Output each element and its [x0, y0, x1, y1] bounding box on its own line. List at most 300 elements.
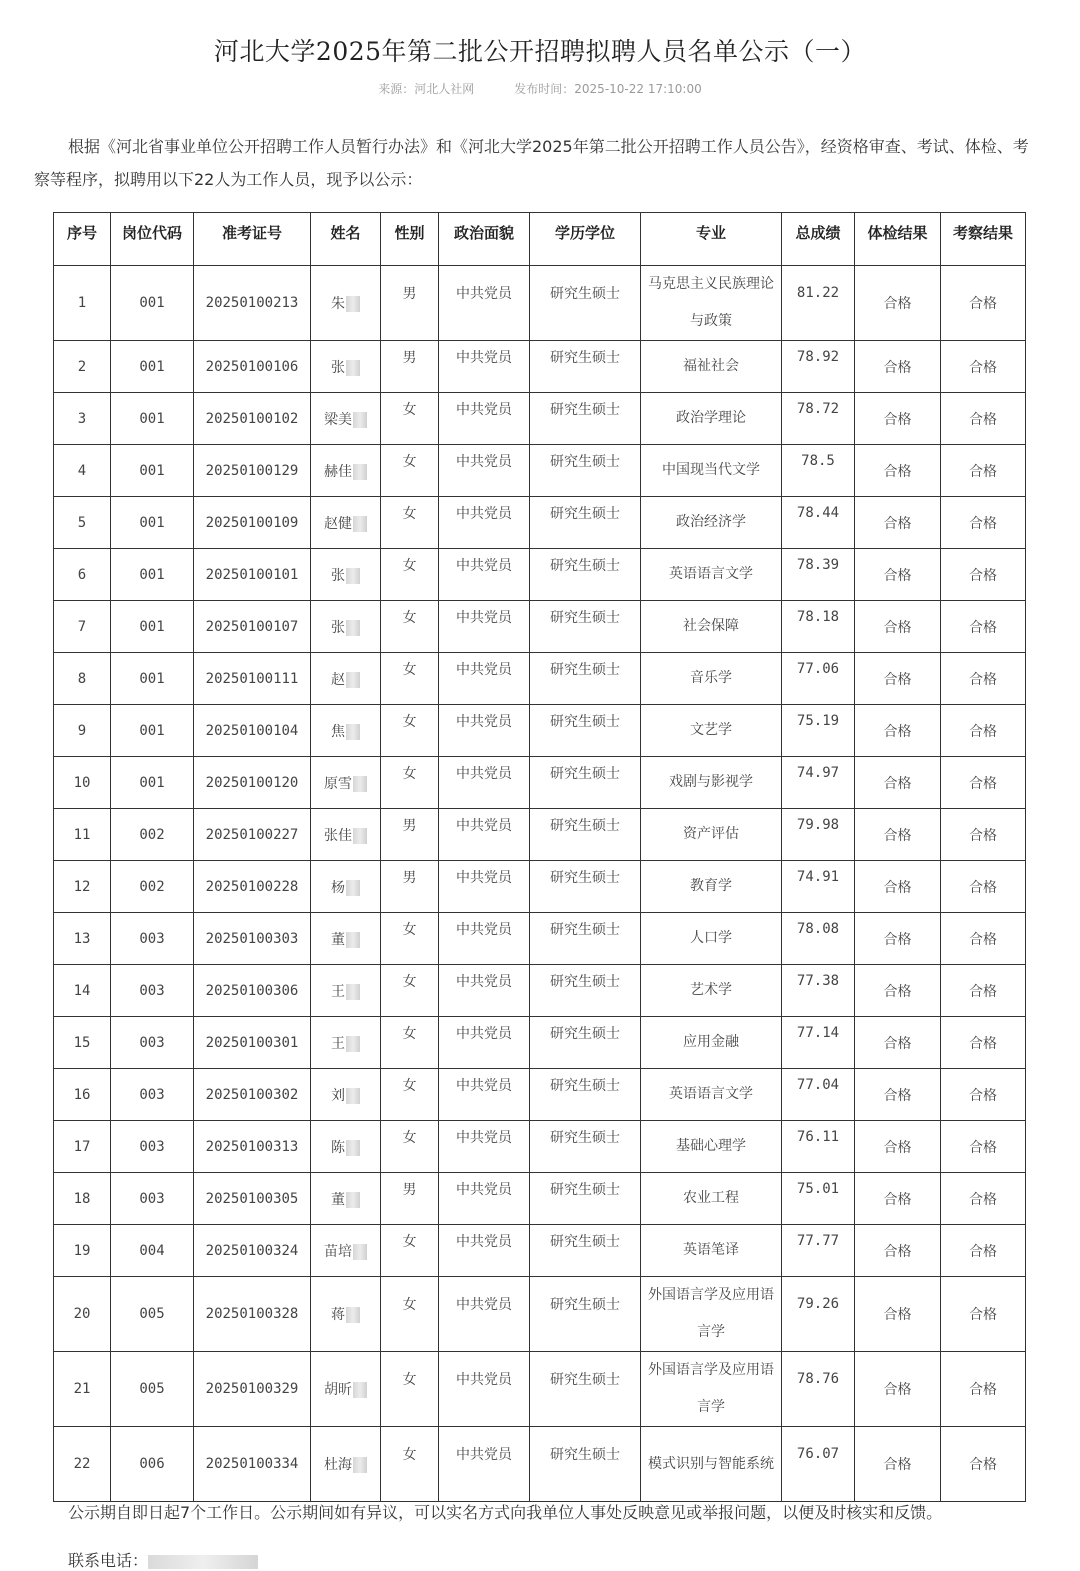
major-cell: [641, 1017, 782, 1069]
major: 人口学: [690, 930, 732, 946]
total-score-cell: [782, 757, 855, 809]
review-result: 合格: [969, 567, 997, 584]
publish-time: 发布时间：2025-10-22 17:10:00: [514, 82, 702, 96]
redacted-name-part: [353, 412, 367, 428]
major: 英语笔译: [683, 1242, 739, 1258]
degree-cell: [530, 1352, 641, 1427]
column-header: 性别: [381, 213, 439, 266]
review-result: 合格: [969, 983, 997, 1000]
row-number: 12: [73, 878, 91, 895]
total-score-cell: [782, 601, 855, 653]
ticket-number: 20250100107: [205, 618, 299, 635]
medical-result: 合格: [883, 1382, 912, 1398]
political-status-cell: [439, 1121, 530, 1173]
row-number-cell: [54, 497, 111, 549]
political-status: 中共党员: [456, 1129, 512, 1146]
total-score-cell: [782, 1352, 855, 1427]
person-name: 董: [331, 931, 345, 948]
person-name-cell: [311, 497, 381, 549]
major: 音乐学: [690, 670, 732, 686]
political-status-cell: [439, 549, 530, 601]
ticket-number: 20250100324: [205, 1242, 299, 1259]
table-row: [54, 549, 1026, 601]
gender: 女: [402, 1372, 417, 1388]
person-name-cell: [311, 653, 381, 705]
redacted-phone: [148, 1555, 258, 1569]
row-number-cell: [54, 341, 111, 393]
post-code-cell: [111, 1225, 194, 1277]
total-score-cell: [782, 965, 855, 1017]
post-code-cell: [111, 549, 194, 601]
degree-cell: [530, 705, 641, 757]
gender-cell: [381, 913, 439, 965]
review-result-cell: [941, 1121, 1026, 1173]
post-code: 001: [139, 358, 165, 375]
ticket-number-cell: [194, 705, 311, 757]
review-result: 合格: [969, 723, 997, 740]
table-row: [54, 653, 1026, 705]
total-score-cell: [782, 861, 855, 913]
ticket-number-cell: [194, 341, 311, 393]
gender-cell: [381, 965, 439, 1017]
table-row: [54, 1121, 1026, 1173]
person-name: 赵: [331, 671, 345, 688]
gender: 男: [402, 286, 417, 302]
medical-result-cell: [855, 757, 941, 809]
person-name: 赫佳: [324, 463, 352, 480]
political-status-cell: [439, 393, 530, 445]
medical-result-cell: [855, 1352, 941, 1427]
person-name: 苗培: [324, 1243, 352, 1260]
medical-result-cell: [855, 861, 941, 913]
table-row: [54, 913, 1026, 965]
medical-result-cell: [855, 965, 941, 1017]
degree: 研究生硕士: [550, 1233, 620, 1250]
ticket-number-cell: [194, 393, 311, 445]
ticket-number: 20250100111: [205, 670, 299, 687]
major: 政治学理论: [676, 410, 746, 426]
political-status: 中共党员: [456, 453, 512, 470]
medical-result-cell: [855, 705, 941, 757]
gender-cell: [381, 393, 439, 445]
person-name: 张: [331, 359, 345, 376]
total-score: 78.5: [801, 452, 835, 469]
medical-result-cell: [855, 809, 941, 861]
table-row: [54, 1352, 1026, 1427]
row-number-cell: [54, 913, 111, 965]
review-result-cell: [941, 653, 1026, 705]
degree-cell: [530, 653, 641, 705]
post-code: 001: [139, 410, 165, 427]
table-row: [54, 965, 1026, 1017]
row-number: 14: [73, 982, 91, 999]
ticket-number: 20250100101: [205, 566, 299, 583]
political-status-cell: [439, 809, 530, 861]
ticket-number: 20250100106: [205, 358, 299, 375]
political-status-cell: [439, 1225, 530, 1277]
redacted-name-part: [346, 672, 360, 688]
person-name-cell: [311, 809, 381, 861]
person-name: 蒋: [331, 1307, 345, 1323]
degree: 研究生硕士: [550, 557, 620, 574]
review-result: 合格: [969, 827, 997, 844]
person-name-cell: [311, 393, 381, 445]
person-name-cell: [311, 965, 381, 1017]
row-number-cell: [54, 965, 111, 1017]
political-status: 中共党员: [456, 1447, 512, 1463]
gender-cell: [381, 1352, 439, 1427]
degree-cell: [530, 393, 641, 445]
row-number: 22: [73, 1456, 91, 1472]
total-score-cell: [782, 809, 855, 861]
person-name: 王: [331, 1035, 345, 1052]
person-name: 刘: [331, 1087, 345, 1104]
post-code-cell: [111, 497, 194, 549]
person-name-cell: [311, 1069, 381, 1121]
total-score-cell: [782, 266, 855, 341]
redacted-name-part: [346, 568, 360, 584]
row-number: 1: [77, 295, 87, 311]
column-header: 考察结果: [941, 213, 1026, 266]
row-number-cell: [54, 1352, 111, 1427]
person-name: 胡昕: [324, 1382, 352, 1398]
person-name: 梁美: [324, 411, 352, 428]
ticket-number-cell: [194, 1352, 311, 1427]
gender: 女: [402, 1025, 417, 1042]
person-name: 杨: [331, 879, 345, 896]
ticket-number: 20250100306: [205, 982, 299, 999]
total-score-cell: [782, 445, 855, 497]
political-status-cell: [439, 1017, 530, 1069]
major: 模式识别与智能系统: [648, 1455, 774, 1472]
degree-cell: [530, 445, 641, 497]
review-result-cell: [941, 1427, 1026, 1502]
review-result: 合格: [969, 1382, 997, 1398]
political-status: 中共党员: [456, 1025, 512, 1042]
row-number: 15: [73, 1034, 91, 1051]
degree: 研究生硕士: [550, 286, 620, 302]
person-name-cell: [311, 601, 381, 653]
gender-cell: [381, 601, 439, 653]
medical-result-cell: [855, 1069, 941, 1121]
row-number: 7: [77, 618, 87, 635]
redacted-name-part: [346, 1192, 360, 1208]
medical-result-cell: [855, 653, 941, 705]
degree: 研究生硕士: [550, 1077, 620, 1094]
post-code: 003: [139, 1034, 165, 1051]
political-status: 中共党员: [456, 921, 512, 938]
table-row: [54, 861, 1026, 913]
ticket-number-cell: [194, 549, 311, 601]
post-code-cell: [111, 757, 194, 809]
degree: 研究生硕士: [550, 765, 620, 782]
total-score-cell: [782, 393, 855, 445]
row-number: 20: [73, 1306, 91, 1322]
gender: 女: [402, 973, 417, 990]
total-score: 78.18: [796, 608, 840, 625]
ticket-number-cell: [194, 965, 311, 1017]
political-status: 中共党员: [456, 1297, 512, 1313]
table-row: [54, 757, 1026, 809]
major: 英语语言文学: [669, 566, 753, 582]
degree: 研究生硕士: [550, 1129, 620, 1146]
source-label: 来源：河北人社网: [378, 82, 475, 96]
column-header: 序号: [54, 213, 111, 266]
political-status-cell: [439, 1069, 530, 1121]
major: 教育学: [690, 878, 732, 894]
major: 戏剧与影视学: [669, 774, 753, 790]
column-header: 学历学位: [530, 213, 641, 266]
total-score: 81.22: [796, 285, 840, 301]
review-result-cell: [941, 601, 1026, 653]
degree-cell: [530, 1069, 641, 1121]
redacted-name-part: [346, 880, 360, 896]
gender: 男: [402, 349, 417, 366]
gender: 男: [402, 817, 417, 834]
major-cell: [641, 341, 782, 393]
post-code-cell: [111, 809, 194, 861]
ticket-number-cell: [194, 809, 311, 861]
political-status: 中共党员: [456, 869, 512, 886]
ticket-number: 20250100301: [205, 1034, 299, 1051]
review-result: 合格: [969, 671, 997, 688]
ticket-number: 20250100104: [205, 722, 299, 739]
gender: 女: [402, 1233, 417, 1250]
table-row: [54, 1277, 1026, 1352]
degree: 研究生硕士: [550, 1372, 620, 1388]
major-cell: [641, 861, 782, 913]
major-cell: [641, 653, 782, 705]
medical-result: 合格: [883, 567, 912, 584]
person-name: 王: [331, 983, 345, 1000]
major: 农业工程: [683, 1190, 739, 1206]
ticket-number: 20250100109: [205, 514, 299, 531]
person-name-cell: [311, 757, 381, 809]
redacted-name-part: [346, 296, 360, 312]
degree-cell: [530, 809, 641, 861]
ticket-number-cell: [194, 861, 311, 913]
post-code: 001: [139, 295, 165, 311]
review-result-cell: [941, 266, 1026, 341]
major: 政治经济学: [676, 514, 746, 530]
person-name-cell: [311, 1225, 381, 1277]
redacted-name-part: [353, 776, 367, 792]
person-name-cell: [311, 913, 381, 965]
total-score-cell: [782, 705, 855, 757]
major-cell: [641, 497, 782, 549]
person-name-cell: [311, 266, 381, 341]
review-result-cell: [941, 809, 1026, 861]
degree: 研究生硕士: [550, 1025, 620, 1042]
gender-cell: [381, 1277, 439, 1352]
gender: 女: [402, 505, 417, 522]
table-row: [54, 266, 1026, 341]
gender: 男: [402, 869, 417, 886]
gender-cell: [381, 809, 439, 861]
political-status: 中共党员: [456, 286, 512, 302]
ticket-number-cell: [194, 1225, 311, 1277]
gender-cell: [381, 705, 439, 757]
table-row: [54, 601, 1026, 653]
medical-result: 合格: [883, 1139, 912, 1156]
review-result-cell: [941, 497, 1026, 549]
ticket-number: 20250100120: [205, 774, 299, 791]
major: 资产评估: [683, 826, 739, 842]
redacted-name-part: [353, 828, 367, 844]
article-meta: [0, 80, 1080, 97]
medical-result: 合格: [883, 515, 912, 532]
medical-result-cell: [855, 549, 941, 601]
person-name-cell: [311, 1277, 381, 1352]
gender-cell: [381, 1069, 439, 1121]
post-code: 004: [139, 1242, 165, 1259]
ticket-number-cell: [194, 1121, 311, 1173]
medical-result-cell: [855, 1225, 941, 1277]
person-name-cell: [311, 1427, 381, 1502]
post-code: 003: [139, 1190, 165, 1207]
review-result-cell: [941, 913, 1026, 965]
review-result: 合格: [969, 1243, 997, 1260]
ticket-number: 20250100213: [205, 295, 299, 311]
political-status: 中共党员: [456, 557, 512, 574]
review-result: 合格: [969, 1191, 997, 1208]
total-score: 77.77: [796, 1232, 840, 1249]
medical-result: 合格: [883, 827, 912, 844]
row-number: 6: [77, 566, 87, 583]
degree-cell: [530, 1427, 641, 1502]
row-number-cell: [54, 1427, 111, 1502]
ticket-number-cell: [194, 1173, 311, 1225]
ticket-number: 20250100227: [205, 826, 299, 843]
medical-result: 合格: [883, 359, 912, 376]
review-result: 合格: [969, 296, 997, 312]
gender-cell: [381, 861, 439, 913]
review-result: 合格: [969, 411, 997, 428]
degree: 研究生硕士: [550, 817, 620, 834]
row-number: 8: [77, 670, 87, 687]
review-result-cell: [941, 861, 1026, 913]
person-name: 陈: [331, 1139, 345, 1156]
political-status-cell: [439, 266, 530, 341]
post-code: 001: [139, 566, 165, 583]
major-cell: [641, 1121, 782, 1173]
review-result-cell: [941, 1069, 1026, 1121]
column-header: 总成绩: [782, 213, 855, 266]
post-code-cell: [111, 1121, 194, 1173]
medical-result: 合格: [883, 1307, 912, 1323]
degree-cell: [530, 1121, 641, 1173]
contact-line: [68, 1548, 258, 1571]
total-score: 78.39: [796, 556, 840, 573]
post-code: 001: [139, 514, 165, 531]
total-score: 77.04: [796, 1076, 840, 1093]
post-code: 001: [139, 462, 165, 479]
total-score: 78.44: [796, 504, 840, 521]
major: 社会保障: [683, 618, 739, 634]
review-result: 合格: [969, 1087, 997, 1104]
person-name: 董: [331, 1191, 345, 1208]
total-score: 78.08: [796, 920, 840, 937]
political-status-cell: [439, 861, 530, 913]
table-row: [54, 497, 1026, 549]
total-score: 79.26: [796, 1296, 840, 1312]
total-score: 78.92: [796, 348, 840, 365]
gender: 女: [402, 713, 417, 730]
political-status: 中共党员: [456, 817, 512, 834]
post-code: 005: [139, 1381, 165, 1397]
table-row: [54, 1173, 1026, 1225]
political-status-cell: [439, 445, 530, 497]
post-code-cell: [111, 653, 194, 705]
medical-result: 合格: [883, 983, 912, 1000]
redacted-name-part: [346, 360, 360, 376]
degree-cell: [530, 601, 641, 653]
table-row: [54, 1017, 1026, 1069]
medical-result: 合格: [883, 1087, 912, 1104]
major-cell: [641, 266, 782, 341]
medical-result: 合格: [883, 775, 912, 792]
post-code-cell: [111, 913, 194, 965]
ticket-number-cell: [194, 757, 311, 809]
redacted-name-part: [353, 1244, 367, 1260]
person-name-cell: [311, 445, 381, 497]
total-score: 76.07: [796, 1446, 840, 1462]
gender: 女: [402, 609, 417, 626]
person-name-cell: [311, 861, 381, 913]
redacted-name-part: [353, 464, 367, 480]
review-result: 合格: [969, 1457, 997, 1473]
post-code-cell: [111, 1069, 194, 1121]
post-code-cell: [111, 861, 194, 913]
post-code-cell: [111, 1352, 194, 1427]
post-code: 002: [139, 878, 165, 895]
medical-result-cell: [855, 1121, 941, 1173]
review-result: 合格: [969, 359, 997, 376]
political-status: 中共党员: [456, 765, 512, 782]
major-cell: [641, 601, 782, 653]
total-score: 74.97: [796, 764, 840, 781]
ticket-number-cell: [194, 1017, 311, 1069]
redacted-name-part: [353, 1382, 367, 1398]
total-score-cell: [782, 1017, 855, 1069]
gender-cell: [381, 341, 439, 393]
medical-result: 合格: [883, 1035, 912, 1052]
post-code-cell: [111, 1017, 194, 1069]
total-score-cell: [782, 653, 855, 705]
political-status-cell: [439, 757, 530, 809]
row-number-cell: [54, 601, 111, 653]
redacted-name-part: [346, 984, 360, 1000]
gender: 女: [402, 921, 417, 938]
column-header: 体检结果: [855, 213, 941, 266]
person-name: 杜海: [324, 1457, 352, 1473]
medical-result: 合格: [883, 723, 912, 740]
medical-result-cell: [855, 393, 941, 445]
row-number: 11: [73, 826, 91, 843]
total-score: 79.98: [796, 816, 840, 833]
redacted-name-part: [346, 1036, 360, 1052]
total-score-cell: [782, 1121, 855, 1173]
review-result: 合格: [969, 1307, 997, 1323]
column-header: 岗位代码: [111, 213, 194, 266]
gender: 女: [402, 401, 417, 418]
post-code-cell: [111, 1427, 194, 1502]
political-status-cell: [439, 1427, 530, 1502]
major-cell: [641, 1069, 782, 1121]
ticket-number: 20250100102: [205, 410, 299, 427]
row-number: 10: [73, 774, 91, 791]
redacted-name-part: [346, 724, 360, 740]
